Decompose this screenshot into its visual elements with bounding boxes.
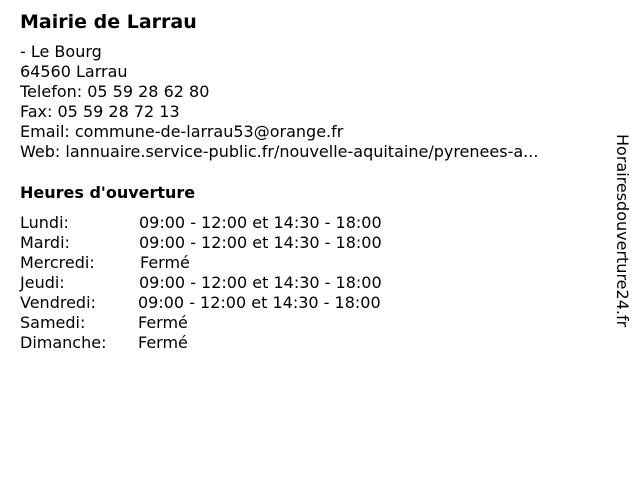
day-label: Vendredi: xyxy=(20,293,96,312)
hours-row-wednesday xyxy=(20,253,600,273)
hours-row-tuesday xyxy=(20,233,600,253)
hours-value: 09:00 - 12:00 et 14:30 - 18:00 xyxy=(139,233,382,252)
web-link[interactable]: lannuaire.service-public.fr/nouvelle-aquitaine/pyrenees-a... xyxy=(65,142,539,161)
hours-row-thursday xyxy=(20,273,600,293)
hours-value: Fermé xyxy=(138,313,188,332)
email-line xyxy=(20,122,600,142)
day-label: Mercredi: xyxy=(20,253,95,272)
hours-value: 09:00 - 12:00 et 14:30 - 18:00 xyxy=(139,273,382,292)
web-line xyxy=(20,142,600,162)
page-title: Mairie de Larrau xyxy=(20,11,197,33)
fax-line xyxy=(20,102,600,122)
site-watermark: Horairesdouverture24.fr xyxy=(613,134,632,328)
fax-number: 05 59 28 72 13 xyxy=(57,102,180,121)
hours-row-friday xyxy=(20,293,600,313)
hours-row-saturday xyxy=(20,313,600,333)
day-label: Mardi: xyxy=(20,233,70,252)
fax-label: Fax: xyxy=(20,102,53,121)
phone-label: Telefon: xyxy=(20,82,83,101)
day-label: Lundi: xyxy=(20,213,69,232)
city-address: 64560 Larrau xyxy=(20,62,128,81)
day-label: Dimanche: xyxy=(20,333,107,352)
hours-heading: Heures d'ouverture xyxy=(20,183,196,202)
day-label: Samedi: xyxy=(20,313,86,332)
hours-value: 09:00 - 12:00 et 14:30 - 18:00 xyxy=(139,213,382,232)
hours-row-monday xyxy=(20,213,600,233)
hours-row-sunday xyxy=(20,333,600,353)
phone-line xyxy=(20,82,600,102)
hours-value: 09:00 - 12:00 et 14:30 - 18:00 xyxy=(138,293,381,312)
phone-number[interactable]: 05 59 28 62 80 xyxy=(87,82,210,101)
hours-table xyxy=(20,213,600,353)
street-address: - Le Bourg xyxy=(20,42,102,61)
hours-value: Fermé xyxy=(138,333,188,352)
hours-value: Fermé xyxy=(140,253,190,272)
day-label: Jeudi: xyxy=(20,273,65,292)
email-link[interactable]: commune-de-larrau53@orange.fr xyxy=(74,122,344,141)
email-label: Email: xyxy=(20,122,70,141)
web-label: Web: xyxy=(20,142,61,161)
business-card xyxy=(20,10,600,353)
